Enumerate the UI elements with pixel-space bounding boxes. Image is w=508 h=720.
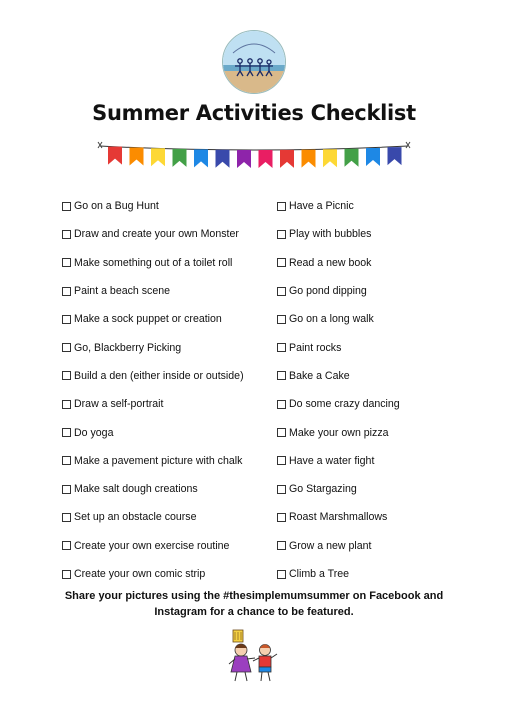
checkbox[interactable] <box>277 541 286 550</box>
checklist-item-label: Grow a new plant <box>289 539 372 552</box>
checklist-item-label: Read a new book <box>289 256 372 269</box>
checklist-item[interactable] <box>62 362 244 390</box>
checkbox[interactable] <box>62 371 71 380</box>
checklist-item[interactable] <box>277 475 400 503</box>
checkbox[interactable] <box>277 570 286 579</box>
checklist-item-label: Go on a long walk <box>289 313 374 326</box>
checklist-item[interactable] <box>277 447 400 475</box>
checkbox[interactable] <box>277 315 286 324</box>
checklist-item-label: Draw a self-portrait <box>74 398 164 411</box>
bunting-flag <box>151 148 165 166</box>
checklist-item[interactable] <box>277 362 400 390</box>
checklist-item[interactable] <box>62 447 244 475</box>
checklist-item-label: Do yoga <box>74 426 114 439</box>
checklist-item-label: Roast Marshmallows <box>289 511 388 524</box>
checkbox[interactable] <box>277 343 286 352</box>
checklist-item-label: Go Stargazing <box>289 483 357 496</box>
checklist-item-label: Do some crazy dancing <box>289 398 400 411</box>
checklist-item-label: Bake a Cake <box>289 369 350 382</box>
checkbox[interactable] <box>62 230 71 239</box>
bunting-flag <box>366 148 380 166</box>
bunting-flag <box>108 147 122 165</box>
checklist-item-label: Make something out of a toilet roll <box>74 256 233 269</box>
checklist-item-label: Go, Blackberry Picking <box>74 341 182 354</box>
bunting-flag <box>194 149 208 167</box>
checklist-item[interactable] <box>277 560 400 588</box>
checkbox[interactable] <box>62 456 71 465</box>
checklist-item[interactable] <box>62 277 244 305</box>
checkbox[interactable] <box>62 258 71 267</box>
checkbox[interactable] <box>277 456 286 465</box>
checklist-item-label: Paint a beach scene <box>74 285 171 298</box>
checklist-item[interactable] <box>62 249 244 277</box>
checkbox[interactable] <box>62 541 71 550</box>
checklist-item-label: Have a Picnic <box>289 200 354 213</box>
checkbox[interactable] <box>62 400 71 409</box>
checklist-item-label: Set up an obstacle course <box>74 511 197 524</box>
checklist-item[interactable] <box>62 560 244 588</box>
logo-icon <box>222 30 286 94</box>
checkbox[interactable] <box>277 371 286 380</box>
checkbox[interactable] <box>62 428 71 437</box>
checklist-item[interactable] <box>62 192 244 220</box>
checkbox[interactable] <box>277 485 286 494</box>
bunting-flag <box>216 150 230 168</box>
checklist-item[interactable] <box>62 475 244 503</box>
checklist-item-label: Go on a Bug Hunt <box>74 200 159 213</box>
checklist-item-label: Create your own exercise routine <box>74 539 230 552</box>
checkbox[interactable] <box>277 230 286 239</box>
checkbox[interactable] <box>277 513 286 522</box>
checklist-item-label: Draw and create your own Monster <box>74 228 239 241</box>
checkbox[interactable] <box>277 287 286 296</box>
checklist-item-label: Play with bubbles <box>289 228 372 241</box>
checklist-item-label: Go pond dipping <box>289 285 367 298</box>
checklist-item[interactable] <box>277 277 400 305</box>
checkbox[interactable] <box>277 428 286 437</box>
children-illustration-icon <box>225 626 281 684</box>
checklist-item[interactable] <box>277 192 400 220</box>
footer-note <box>0 588 508 620</box>
bunting-flag <box>302 150 316 168</box>
checklist-item[interactable] <box>277 220 400 248</box>
checklist-item[interactable] <box>277 503 400 531</box>
bunting-flag <box>130 148 144 166</box>
checklist-item[interactable] <box>62 390 244 418</box>
checklist-left-column <box>62 192 244 588</box>
bunting-flag <box>280 150 294 168</box>
checklist-item[interactable] <box>277 305 400 333</box>
checklist-item-label: Make your own pizza <box>289 426 389 439</box>
checklist-item[interactable] <box>62 305 244 333</box>
checklist-item-label: Make a pavement picture with chalk <box>74 454 243 467</box>
checklist-item-label: Make a sock puppet or creation <box>74 313 222 326</box>
checkbox[interactable] <box>277 258 286 267</box>
bunting-flag <box>259 150 273 168</box>
checklist-item-label: Have a water fight <box>289 454 375 467</box>
checklist-item-label: Paint rocks <box>289 341 342 354</box>
checklist-item-label: Build a den (either inside or outside) <box>74 369 244 382</box>
bunting-flag <box>237 150 251 168</box>
bunting-flag <box>345 149 359 167</box>
checkbox[interactable] <box>62 202 71 211</box>
checkbox[interactable] <box>62 315 71 324</box>
footer-line-2: Instagram for a chance to be featured. <box>154 606 354 618</box>
checklist-item-label: Climb a Tree <box>289 568 350 580</box>
checklist-item-label: Create your own comic strip <box>74 568 206 580</box>
checklist-right-column <box>277 192 400 588</box>
checklist-item[interactable] <box>62 333 244 361</box>
checklist-item[interactable] <box>277 333 400 361</box>
checkbox[interactable] <box>277 400 286 409</box>
checklist-item[interactable] <box>277 532 400 560</box>
checklist-item[interactable] <box>277 390 400 418</box>
page-title: Summer Activities Checklist <box>92 101 416 125</box>
bunting-flag <box>388 147 402 165</box>
checkbox[interactable] <box>62 343 71 352</box>
footer-line-1: Share your pictures using the #thesimplemumsummer on Facebook and <box>64 590 444 602</box>
checklist-item[interactable] <box>62 532 244 560</box>
checkbox[interactable] <box>277 202 286 211</box>
checkbox[interactable] <box>62 485 71 494</box>
checkbox[interactable] <box>62 513 71 522</box>
checklist-item[interactable] <box>62 503 244 531</box>
checkbox[interactable] <box>62 287 71 296</box>
bunting-decoration <box>96 140 412 170</box>
checklist-item[interactable] <box>277 418 400 446</box>
checkbox[interactable] <box>62 570 71 579</box>
checklist-item-label: Make salt dough creations <box>74 483 198 496</box>
bunting-flag <box>173 149 187 167</box>
bunting-flag <box>323 149 337 167</box>
checklist-item[interactable] <box>62 418 244 446</box>
checklist-item[interactable] <box>277 249 400 277</box>
checklist-item[interactable] <box>62 220 244 248</box>
